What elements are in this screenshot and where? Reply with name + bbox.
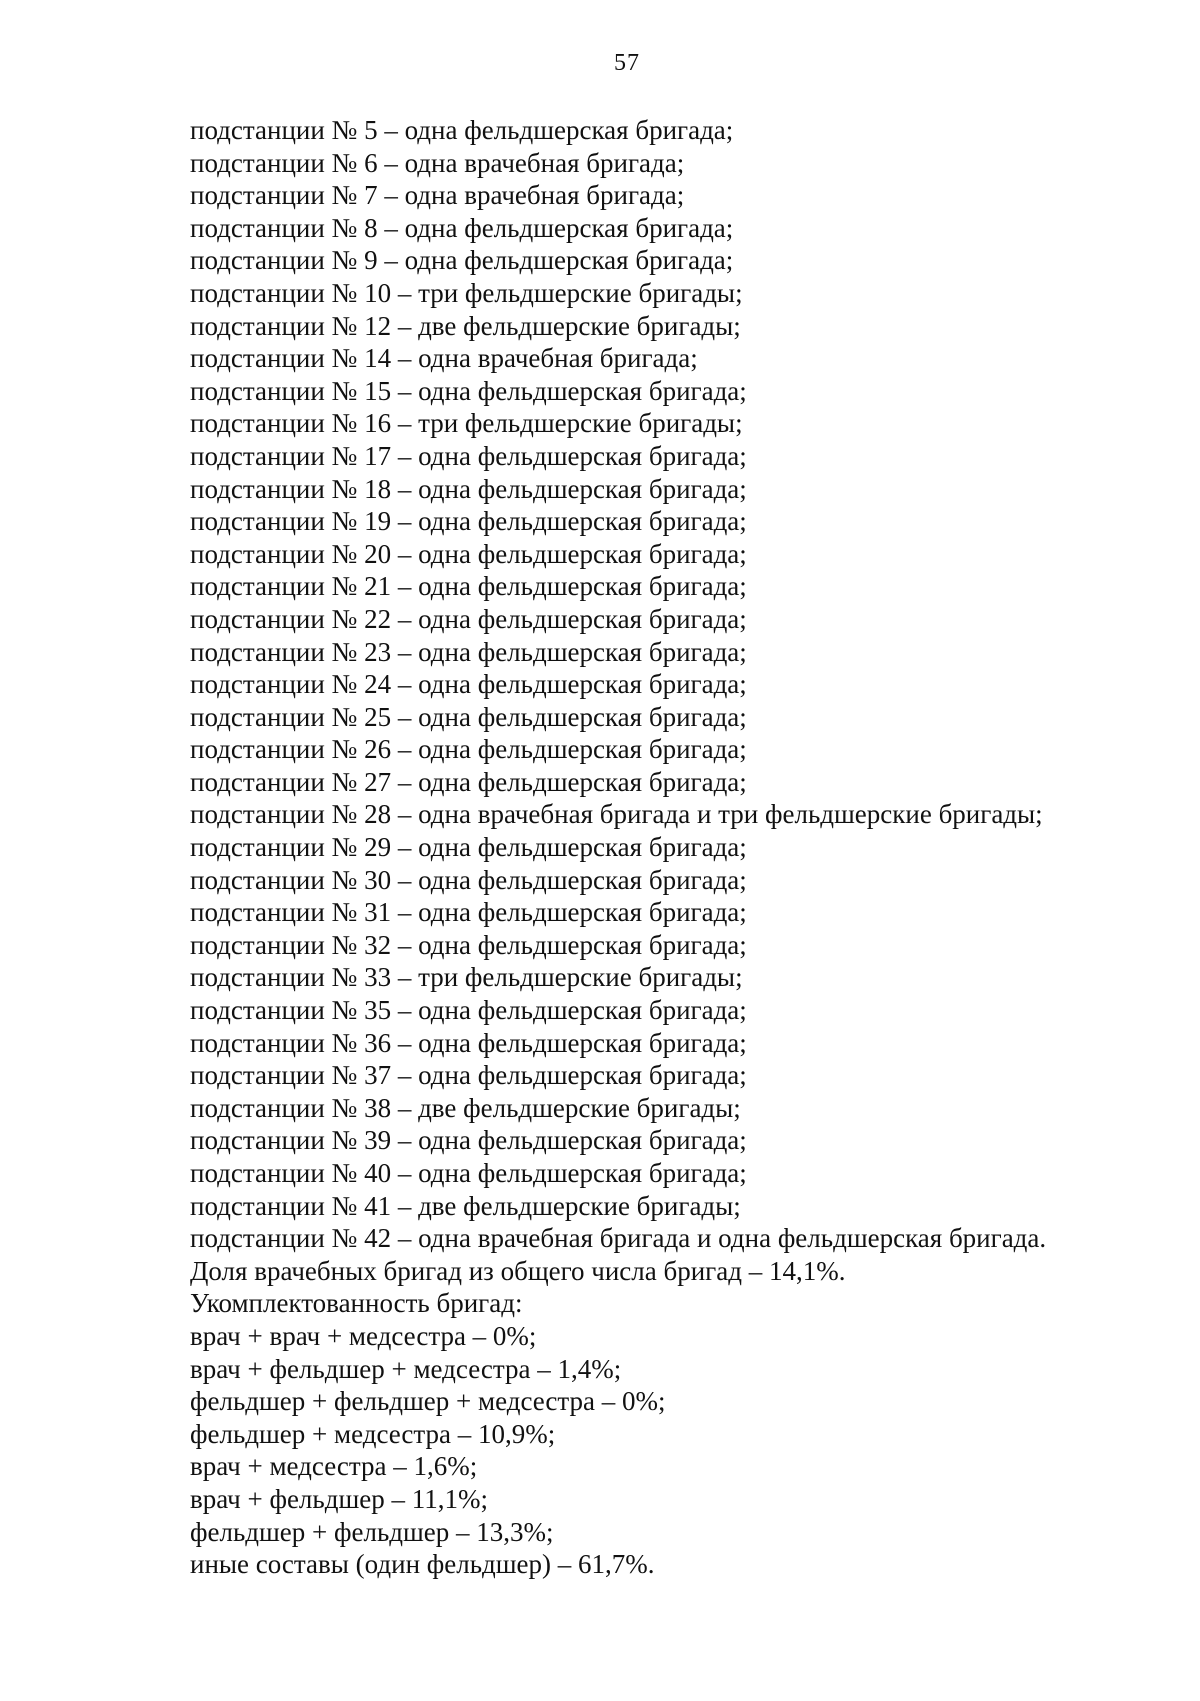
text-line: подстанции № 8 – одна фельдшерская бригада; (190, 212, 734, 243)
text-line: подстанции № 25 – одна фельдшерская бригада; (190, 701, 747, 732)
text-line: подстанции № 26 – одна фельдшерская бригада; (190, 734, 747, 765)
text-line: подстанции № 27 – одна фельдшерская бригада; (190, 766, 747, 797)
text-line: фельдшер + фельдшер – 13,3%; (190, 1516, 554, 1547)
text-line: подстанции № 33 – три фельдшерские бригады; (190, 962, 743, 993)
text-line: фельдшер + медсестра – 10,9%; (190, 1418, 556, 1449)
text-line: подстанции № 20 – одна фельдшерская бригада; (190, 538, 747, 569)
text-line: подстанции № 28 – одна врачебная бригада и три фельдшерские бригады; (190, 799, 1043, 830)
text-line: подстанции № 10 – три фельдшерские бригады; (190, 277, 743, 308)
text-line: подстанции № 37 – одна фельдшерская бригада; (190, 1060, 747, 1091)
text-line: Доля врачебных бригад из общего числа бригад – 14,1%. (190, 1255, 846, 1286)
text-line: подстанции № 14 – одна врачебная бригада; (190, 343, 698, 374)
text-line: подстанции № 16 – три фельдшерские бригады; (190, 408, 743, 439)
text-line: подстанции № 41 – две фельдшерские бригады; (190, 1190, 741, 1221)
text-line: врач + врач + медсестра – 0%; (190, 1320, 537, 1351)
text-line: врач + фельдшер – 11,1%; (190, 1483, 488, 1514)
text-line: подстанции № 5 – одна фельдшерская бригада; (190, 115, 734, 145)
text-line: подстанции № 15 – одна фельдшерская бригада; (190, 375, 747, 406)
text-line: подстанции № 18 – одна фельдшерская бригада; (190, 473, 747, 504)
text-line: фельдшер + фельдшер + медсестра – 0%; (190, 1386, 666, 1417)
text-line: подстанции № 39 – одна фельдшерская бригада; (190, 1125, 747, 1156)
text-line: подстанции № 40 – одна фельдшерская бригада; (190, 1158, 747, 1188)
text-line: подстанции № 9 – одна фельдшерская бригада; (190, 245, 734, 276)
text-line: подстанции № 32 – одна фельдшерская бригада; (190, 929, 747, 960)
text-line: подстанции № 24 – одна фельдшерская бригада; (190, 669, 747, 700)
text-line: подстанции № 31 – одна фельдшерская бригада; (190, 897, 747, 928)
text-line: Укомплектованность бригад: (190, 1288, 523, 1319)
text-line: подстанции № 29 – одна фельдшерская бригада; (190, 832, 747, 863)
text-line: подстанции № 42 – одна врачебная бригада и одна фельдшерская бригада. (190, 1223, 1047, 1254)
text-line: подстанции № 30 – одна фельдшерская бригада; (190, 864, 747, 895)
text-line: подстанции № 21 – одна фельдшерская бригада; (190, 571, 747, 602)
text-line: подстанции № 23 – одна фельдшерская бригада; (190, 636, 747, 667)
text-line: подстанции № 12 – две фельдшерские бригады; (190, 310, 741, 341)
text-line: подстанции № 17 – одна фельдшерская бригада; (190, 440, 747, 471)
text-line: врач + медсестра – 1,6%; (190, 1451, 478, 1482)
text-line: иные составы (один фельдшер) – 61,7%. (190, 1549, 655, 1580)
text-line: подстанции № 35 – одна фельдшерская бригада; (190, 995, 747, 1026)
document-body (190, 114, 1170, 1581)
text-line: подстанции № 19 – одна фельдшерская бригада; (190, 506, 747, 537)
page-number: 57 (614, 50, 640, 76)
text-line: подстанции № 36 – одна фельдшерская бригада; (190, 1027, 747, 1058)
text-line: подстанции № 38 – две фельдшерские бригады; (190, 1092, 741, 1123)
text-line: подстанции № 7 – одна врачебная бригада; (190, 180, 685, 211)
text-line: подстанции № 6 – одна врачебная бригада; (190, 147, 685, 178)
text-line: врач + фельдшер + медсестра – 1,4%; (190, 1353, 622, 1384)
text-line: подстанции № 22 – одна фельдшерская бригада; (190, 603, 747, 634)
